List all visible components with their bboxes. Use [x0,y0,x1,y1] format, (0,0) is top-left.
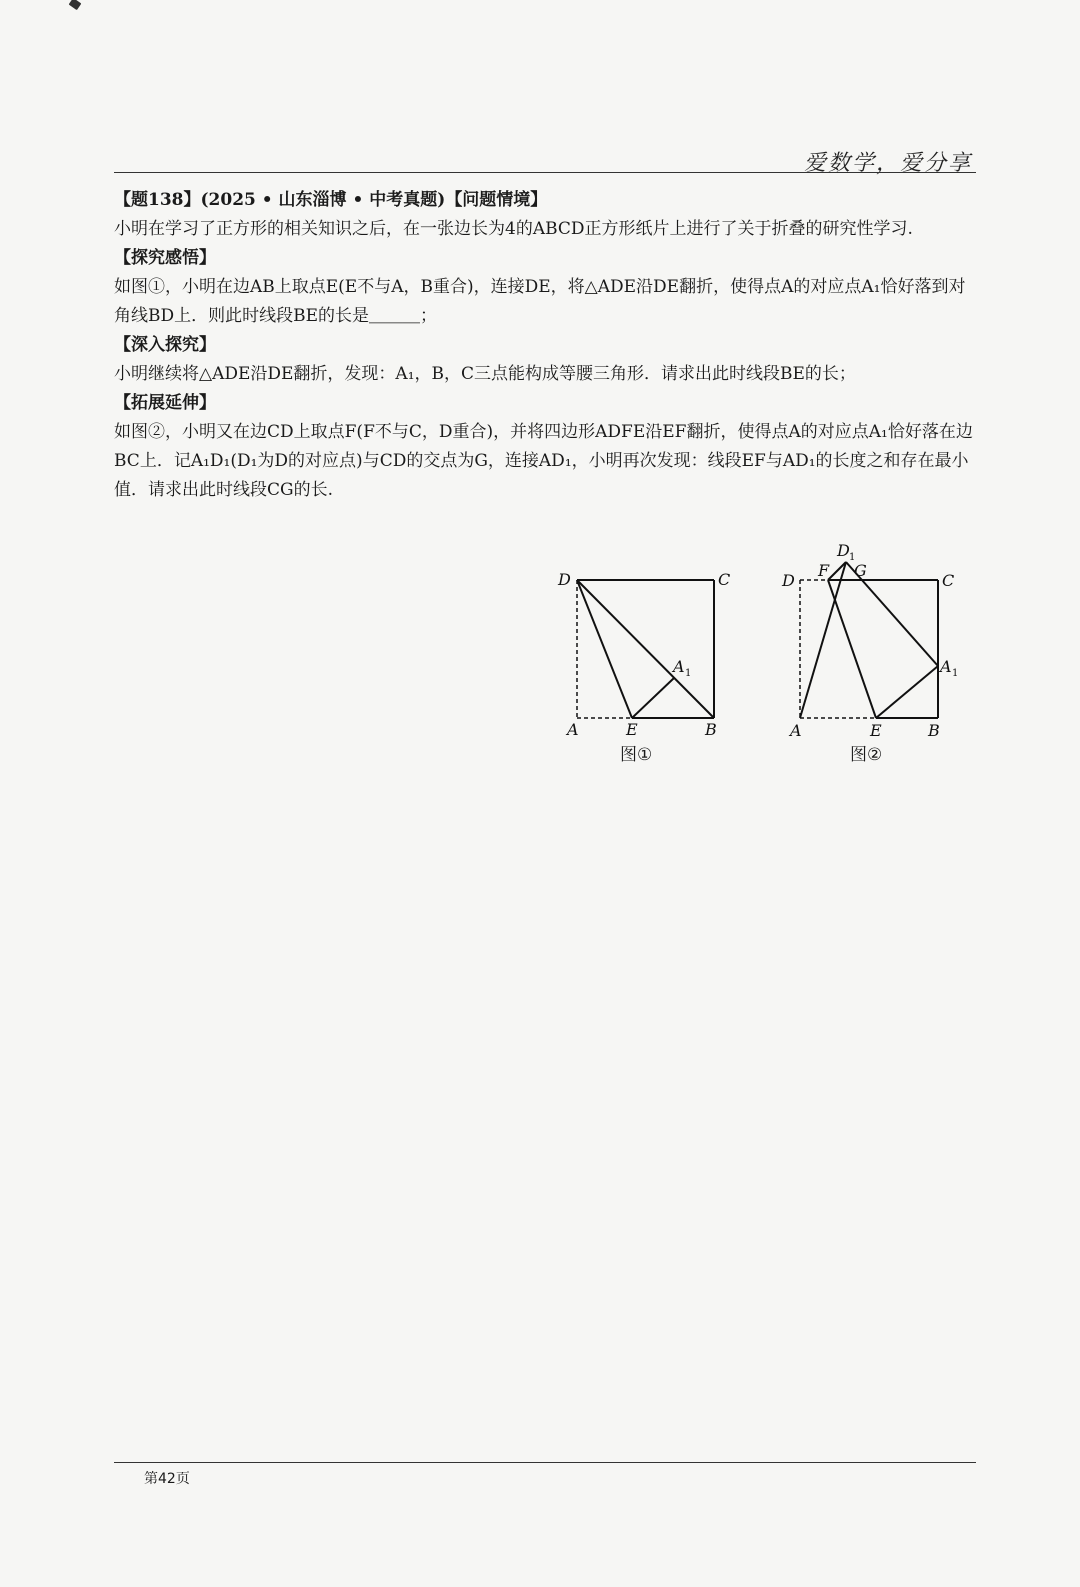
figure-2-diagram [776,540,986,765]
fold-de [577,580,632,718]
question-heading [114,186,976,215]
figures [552,540,972,775]
question-intro: 小明在学习了正方形的相关知识之后，在一张边长为4的ABCD正方形纸片上进行了关于折叠的研究性学习. [114,219,913,239]
label-b: B [705,720,717,739]
label-a1-sub: 1 [685,668,692,679]
footer-rule [114,1462,976,1463]
label-d: D [782,571,795,590]
section-text-2: 小明继续将△ADE沿DE翻折，发现：A₁，B，C三点能构成等腰三角形．请求出此时线段BE的长； [114,364,856,384]
segment-ad1 [800,562,846,718]
scan-mark [69,0,82,10]
question-number: 【题138】 [114,190,201,210]
label-a1: A [673,657,685,676]
label-g: G [854,561,867,580]
question-source: (2025 • 山东淄博 • 中考真题) [200,190,446,210]
label-e: E [626,720,638,739]
figure-2-caption: 图② [850,745,883,765]
section-text-1: 如图①，小明在边AB上取点E(E不与A，B重合)，连接DE，将△ADE沿DE翻折，使得点A的对应点A₁恰好落到对角线BD上．则此时线段BE的长是＿＿＿； [114,277,966,326]
label-c: C [718,570,731,589]
segment-ea1 [876,666,938,718]
diagonal-db [577,580,714,718]
header-motto: 爱数学，爱分享 [803,151,972,176]
label-a1-sub: 1 [952,668,959,679]
label-a: A [790,721,802,740]
section-title-2: 【深入探究】 [114,335,216,355]
figure-1-diagram [552,565,752,765]
label-d: D [558,570,571,589]
section-text-3: 如图②，小明又在边CD上取点F(F不与C，D重合)，并将四边形ADFE沿EF翻折，使得点A的对应点A₁恰好落在边BC上．记A₁D₁(D₁为D的对应点)与CD的交点为G，连接AD₁，小明再次发现：线段EF与AD₁的长度之和存在最小值．请求出此时线段CG的长. [114,422,973,500]
question-tag: 【问题情境】 [445,190,548,210]
label-f: F [818,561,830,580]
page-number: 第42页 [144,1471,190,1487]
label-a: A [567,720,579,739]
header-rule [114,172,976,173]
section-title-3: 【拓展延伸】 [114,393,216,413]
figure-1-caption: 图① [620,745,653,765]
label-e: E [870,721,882,740]
fold-ef [828,580,876,718]
label-d1-sub: 1 [849,552,856,563]
question-body [114,186,976,505]
label-c: C [942,571,955,590]
label-d1: D [837,541,850,560]
section-title-1: 【探究感悟】 [114,248,216,268]
label-b: B [928,721,940,740]
segment-ea1 [632,678,674,718]
label-a1: A [940,657,952,676]
